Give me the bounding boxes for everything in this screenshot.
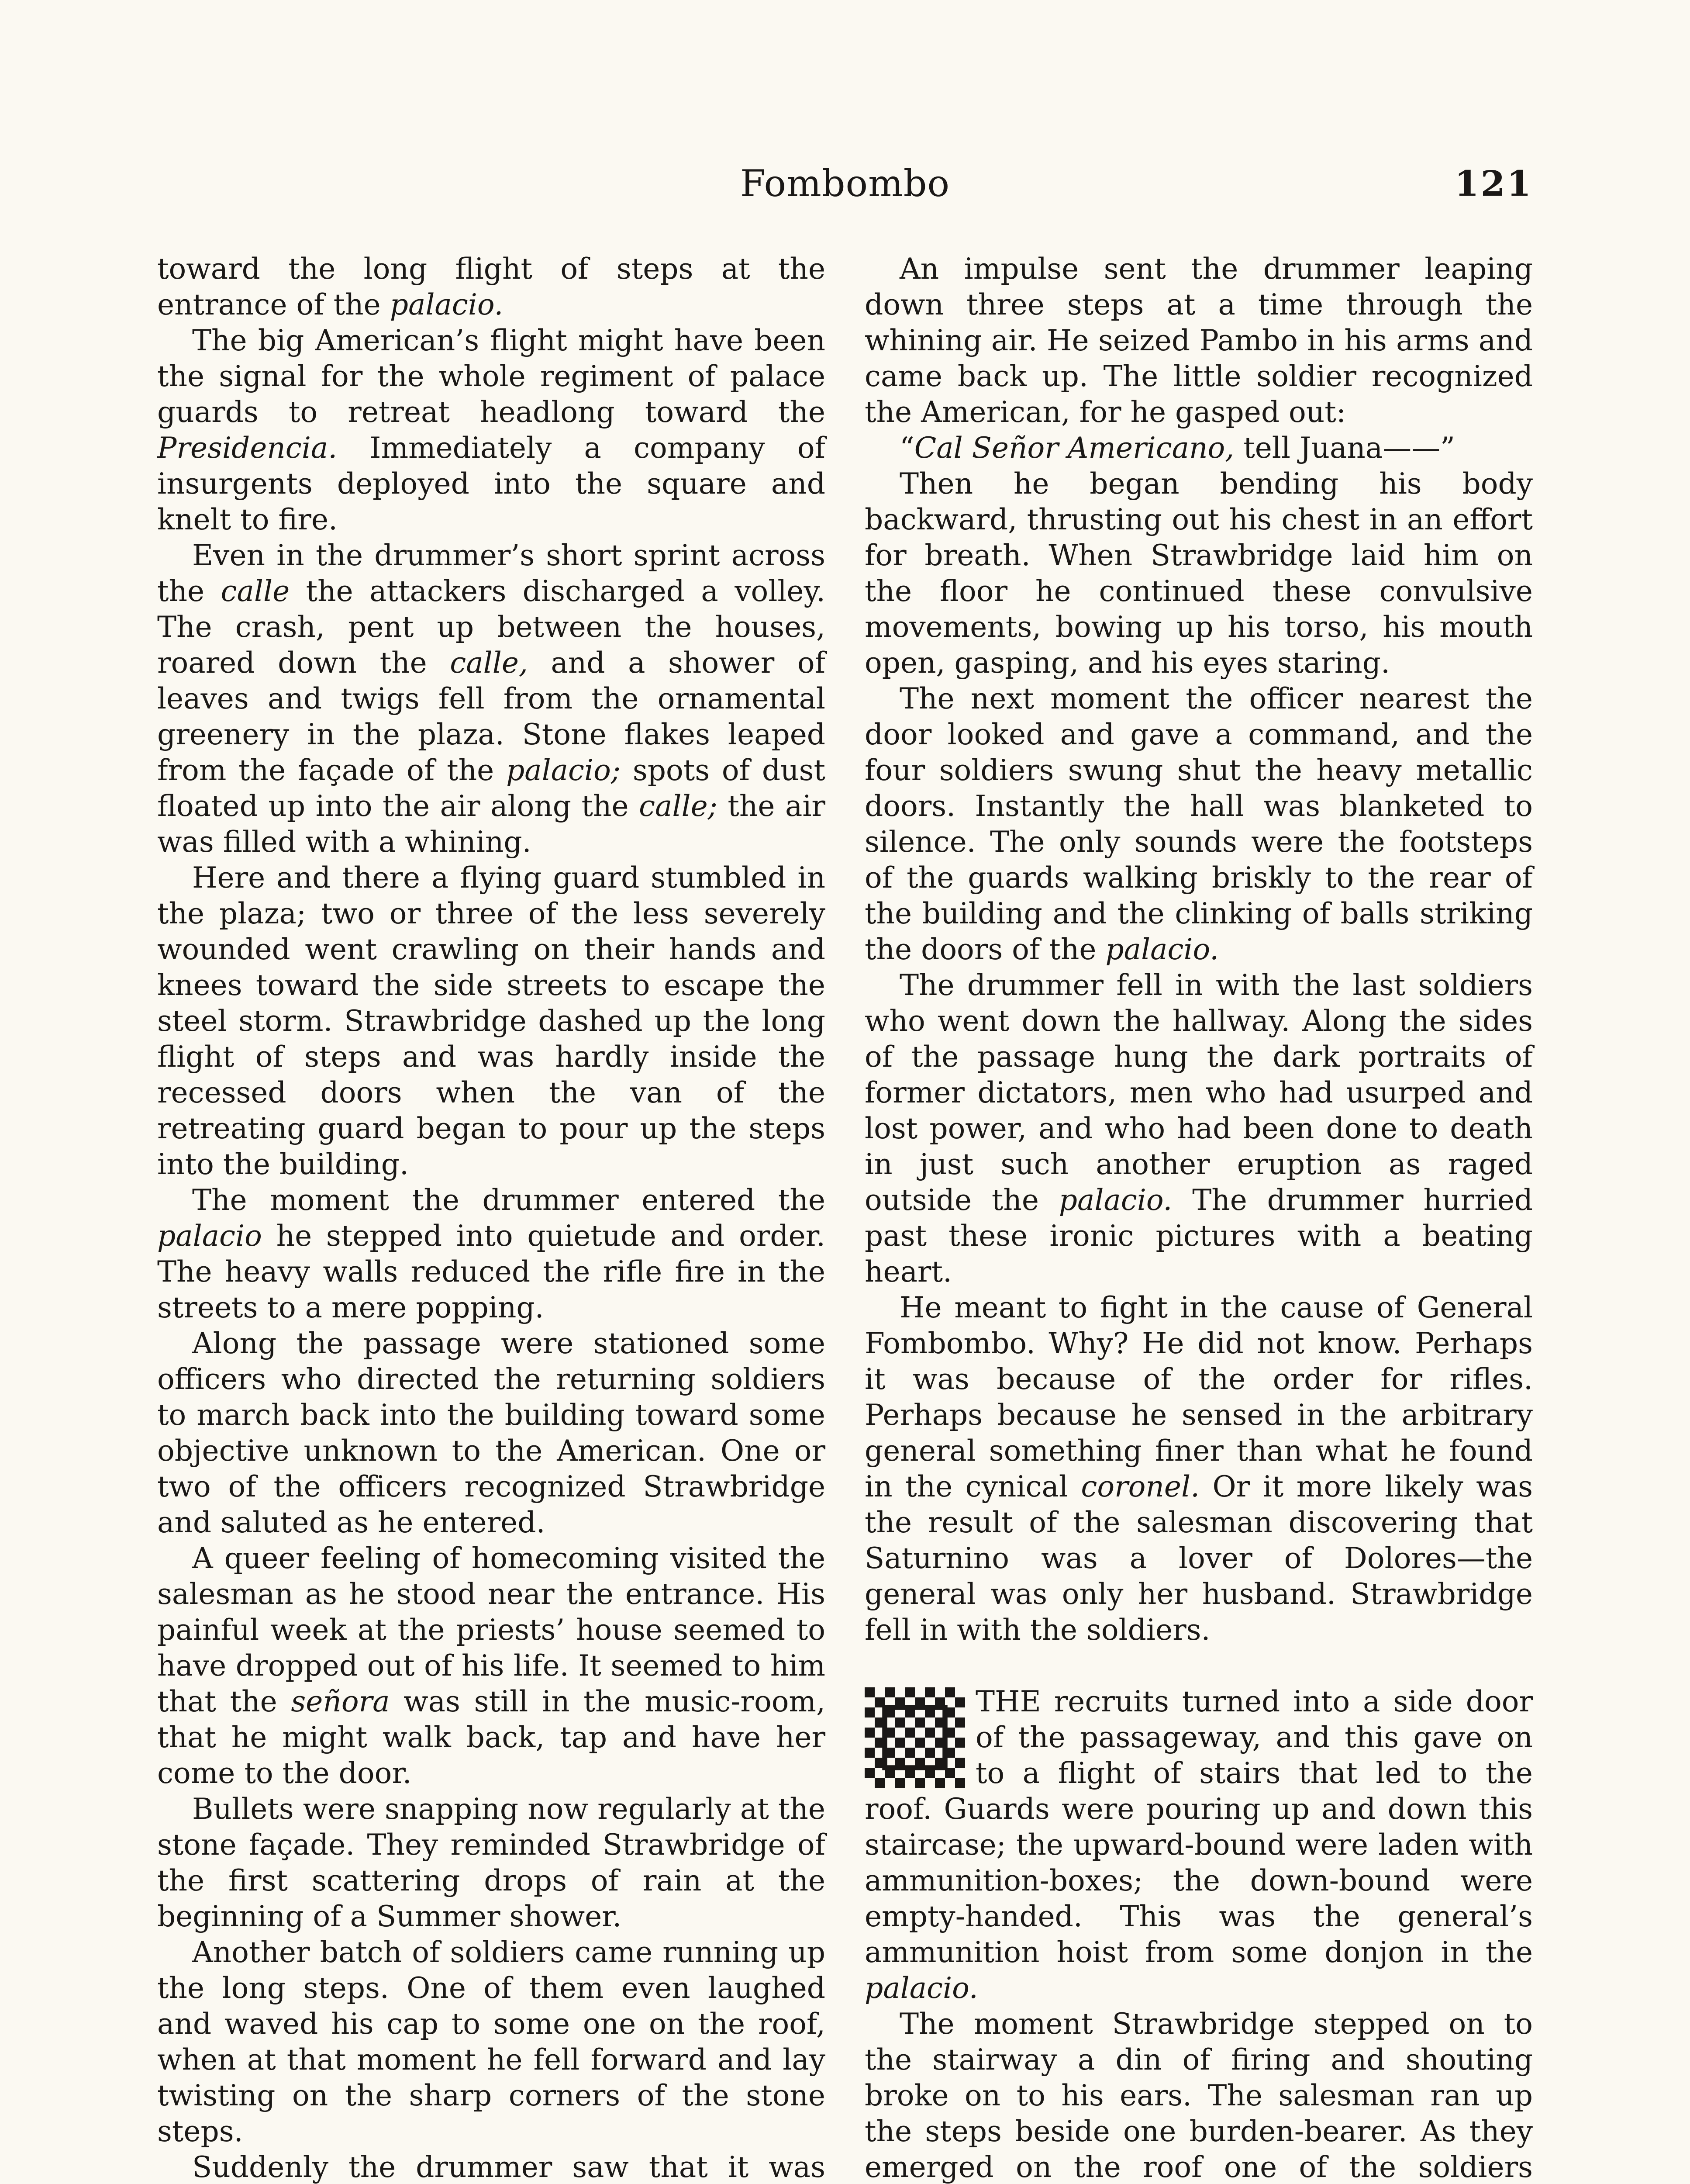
running-head	[157, 157, 1533, 218]
paragraph: Then he began bending his body backward, thrusting out his chest in an effort for breath. When Strawbridge laid him on the floor he continued these convulsive movements, bowing up his torso, his mouth open, gasping, and his eyes staring.	[865, 467, 1533, 680]
section-opening-text: THE recruits turned into a side door of the passageway, and this gave on to a flight of stairs that led to the roof. Guards were pouring up and down this staircase; the upward-bound were laden with ammunition-boxes; the down-bound were empty-handed. This was the general’s ammunition hoist from some donjon in the palacio.	[865, 1685, 1533, 2005]
paragraph: The next moment the officer nearest the door looked and gave a command, and the four soldiers swung shut the heavy metallic doors. Instantly the hall was blanketed to silence. The only sounds were the footsteps of the guards walking briskly to the rear of the building and the clinking of balls striking the doors of the palacio.	[865, 682, 1533, 966]
paragraph: Here and there a flying guard stumbled in the plaza; two or three of the less severely wounded went crawling on their hands and knees toward the side streets to escape the steel storm. Strawbridge dashed up the long flight of steps and was hardly inside the recessed doors when the van of the retreating guard began to pour up the steps into the building.	[157, 861, 825, 1181]
paragraph: The moment the drummer entered the palacio he stepped into quietude and order. The heavy walls reduced the rifle fire in the streets to a mere popping.	[157, 1183, 825, 1324]
page-number: 121	[1455, 163, 1533, 204]
paragraph: The drummer fell in with the last soldiers who went down the hallway. Along the sides of the passage hung the dark portraits of former dictators, men who had usurped and lost power, and who had been done to death in just such another eruption as raged outside the palacio. The drummer hurried past these ironic pictures with a beating heart.	[865, 968, 1533, 1289]
section-break	[865, 1648, 1533, 1684]
paragraph: “Cal Señor Americano, tell Juana——”	[900, 431, 1455, 465]
paragraph: toward the long flight of steps at the entrance of the palacio.	[157, 252, 825, 321]
paragraph: The moment Strawbridge stepped on to the stairway a din of firing and shouting broke on to his ears. The salesman ran up the steps beside one burden-bearer. As they emerged on the roof one of the soldiers	[865, 2007, 1533, 2184]
paragraph: Bullets were snapping now regularly at the stone façade. They reminded Strawbridge of the first scattering drops of rain at the beginning of a Summer shower.	[157, 1792, 825, 1933]
paragraph: The big American’s flight might have been the signal for the whole regiment of palace guards to retreat headlong toward the Presidencia. Immediately a company of insurgents deployed into the square and knelt to fire.	[157, 324, 825, 536]
paragraph: A queer feeling of homecoming visited the salesman as he stood near the entrance. His painful week at the priests’ house seemed to have dropped out of his life. It seemed to him that the señora was still in the music-room, that he might walk back, tap and have her come to the door.	[157, 1541, 825, 1790]
running-title: Fombombo	[740, 162, 950, 205]
left-column	[157, 251, 825, 2184]
paragraph: Even in the drummer’s short sprint across the calle the attackers discharged a volley. The crash, pent up between the houses, roared down the calle, and a shower of leaves and twigs fell from the ornamental greenery in the plaza. Stone flakes leaped from the façade of the palacio; spots of dust floated up into the air along the calle; the air was filled with a whining.	[157, 539, 825, 859]
section-opening-paragraph	[865, 1684, 1533, 2006]
paragraph: He meant to fight in the cause of General Fombombo. Why? He did not know. Perhaps it was because of the order for rifles. Perhaps because he sensed in the arbitrary general something finer than what he found in the cynical coronel. Or it more likely was the result of the salesman discovering that Saturnino was a lover of Dolores—the general was only her husband. Strawbridge fell in with the soldiers.	[865, 1291, 1533, 1647]
checkered-dropcap-ornament-icon	[865, 1687, 965, 1788]
paragraph: An impulse sent the drummer leaping down three steps at a time through the whining air. He seized Pambo in his arms and came back up. The little soldier recognized the American, for he gasped out:	[865, 252, 1533, 429]
paragraph: Another batch of soldiers came running up the long steps. One of them even laughed and waved his cap to some one on the roof, when at that moment he fell forward and lay twisting on the sharp corners of the stone steps.	[157, 1935, 825, 2148]
right-column	[865, 251, 1533, 2184]
paragraph: Along the passage were stationed some officers who directed the returning soldiers to march back into the building toward some objective unknown to the American. One or two of the officers recognized Strawbridge and saluted as he entered.	[157, 1327, 825, 1539]
paragraph: Suddenly the drummer saw that it was	[192, 2150, 825, 2184]
